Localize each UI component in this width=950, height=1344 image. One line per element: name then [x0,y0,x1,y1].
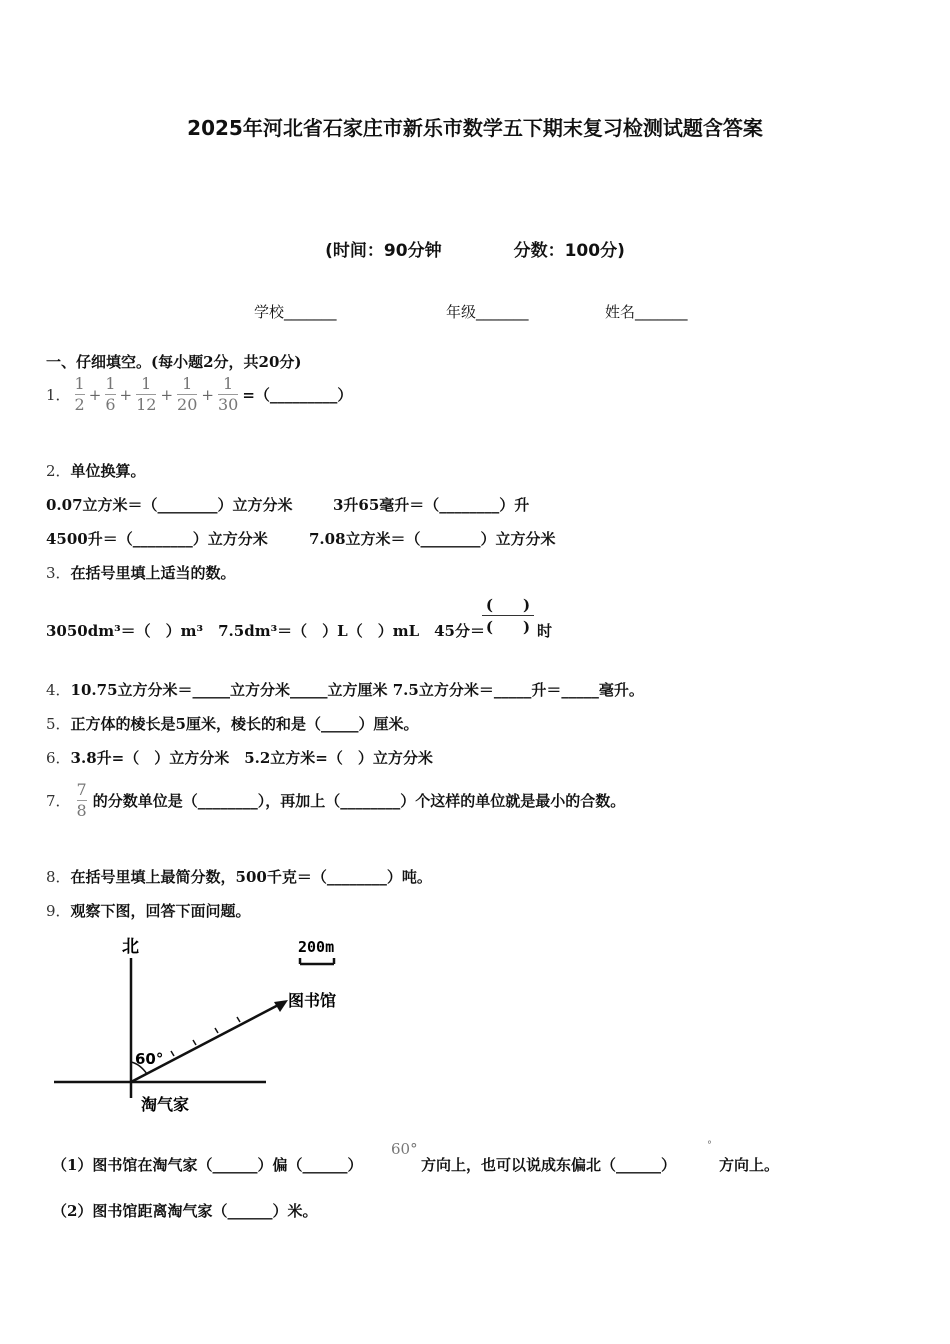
fraction-denominator[interactable]: ( ) [485,618,531,636]
direction-diagram [46,930,376,1120]
q2-line-2a[interactable]: 4500升＝（________）立方分米 [46,530,268,548]
angle-label: 60° [135,1050,164,1068]
page-title: 2025年河北省石家庄市新乐市数学五下期末复习检测试题含答案 [187,116,763,140]
fraction-numerator[interactable]: ( ) [485,596,531,614]
north-label: 北 [122,937,139,957]
question-2: 2．单位换算。 [46,462,146,480]
plus-sign: + [201,385,214,404]
name-field[interactable]: 姓名_______ [605,303,688,321]
answer-blank[interactable]: =（_________） [242,386,353,404]
question-7[interactable] [46,780,625,821]
q2-line-1a[interactable]: 0.07立方米＝（________）立方分米 [46,496,293,514]
plus-sign: + [119,385,133,404]
angle-value: 60° [391,1140,418,1158]
q9-part-1-continued[interactable]: 方向上，也可以说成东偏北（______） [421,1156,677,1174]
question-number: 7． [46,792,71,810]
plus-sign: + [160,385,174,404]
fraction: $\frac{1}{30}$ [217,374,239,414]
question-8[interactable]: 8．在括号里填上最简分数，500千克＝（________）吨。 [46,868,432,886]
q3-expression[interactable]: 3050dm³＝（ ）m³ 7.5dm³＝（ ）L（ ）mL 45分＝ [46,622,485,640]
fraction: $\frac{1}{2}$ [74,374,85,414]
question-text: 的分数单位是（________），再加上（________）个这样的单位就是最小的合数。 [92,792,626,810]
q3-unit: 时 [537,622,553,640]
grade-field[interactable]: 年级_______ [446,303,529,321]
fraction: $\frac{1}{12}$ [136,374,157,414]
question-9: 9．观察下图，回答下面问题。 [46,902,251,920]
question-5[interactable]: 5．正方体的棱长是5厘米，棱长的和是（_____）厘米。 [46,715,419,733]
scale-label: 200m [298,938,335,956]
question-3: 3．在括号里填上适当的数。 [46,564,236,582]
degree-symbol: ° [707,1140,712,1151]
q2-line-1b[interactable]: 3升65毫升＝（________）升 [333,496,530,514]
q9-part-1-text[interactable]: （1）图书馆在淘气家（______）偏（______） [52,1156,363,1174]
home-label: 淘气家 [141,1095,190,1114]
total-score: 分数：100分) [513,241,625,261]
fraction: $\frac{7}{8}$ [76,780,87,820]
section-heading: 一、仔细填空。(每小题2分，共20分) [46,353,302,371]
q3-time-fraction[interactable] [482,594,534,637]
question-4[interactable]: 4．10.75立方分米＝_____立方分米_____立方厘米 7.5立方分米＝_____升＝_____毫升。 [46,681,644,699]
question-number: 1． [46,386,71,404]
question-1 [46,374,352,415]
library-label: 图书馆 [288,991,337,1010]
time-limit: (时间：90分钟 [325,241,442,261]
fraction: $\frac{1}{6}$ [105,374,116,414]
school-field[interactable]: 学校_______ [254,303,337,321]
plus-sign: + [88,385,102,404]
fraction: $\frac{1}{20}$ [177,374,198,414]
q2-line-2b[interactable]: 7.08立方米＝（________）立方分米 [309,530,556,548]
q9-part-2[interactable]: （2）图书馆距离淘气家（______）米。 [52,1202,318,1220]
q9-part-1-end: 方向上。 [719,1156,780,1174]
library-direction-line [131,1002,284,1082]
exam-meta [0,236,950,261]
question-6[interactable]: 6．3.8升=（ ）立方分米 5.2立方米=（ ）立方分米 [46,749,433,767]
